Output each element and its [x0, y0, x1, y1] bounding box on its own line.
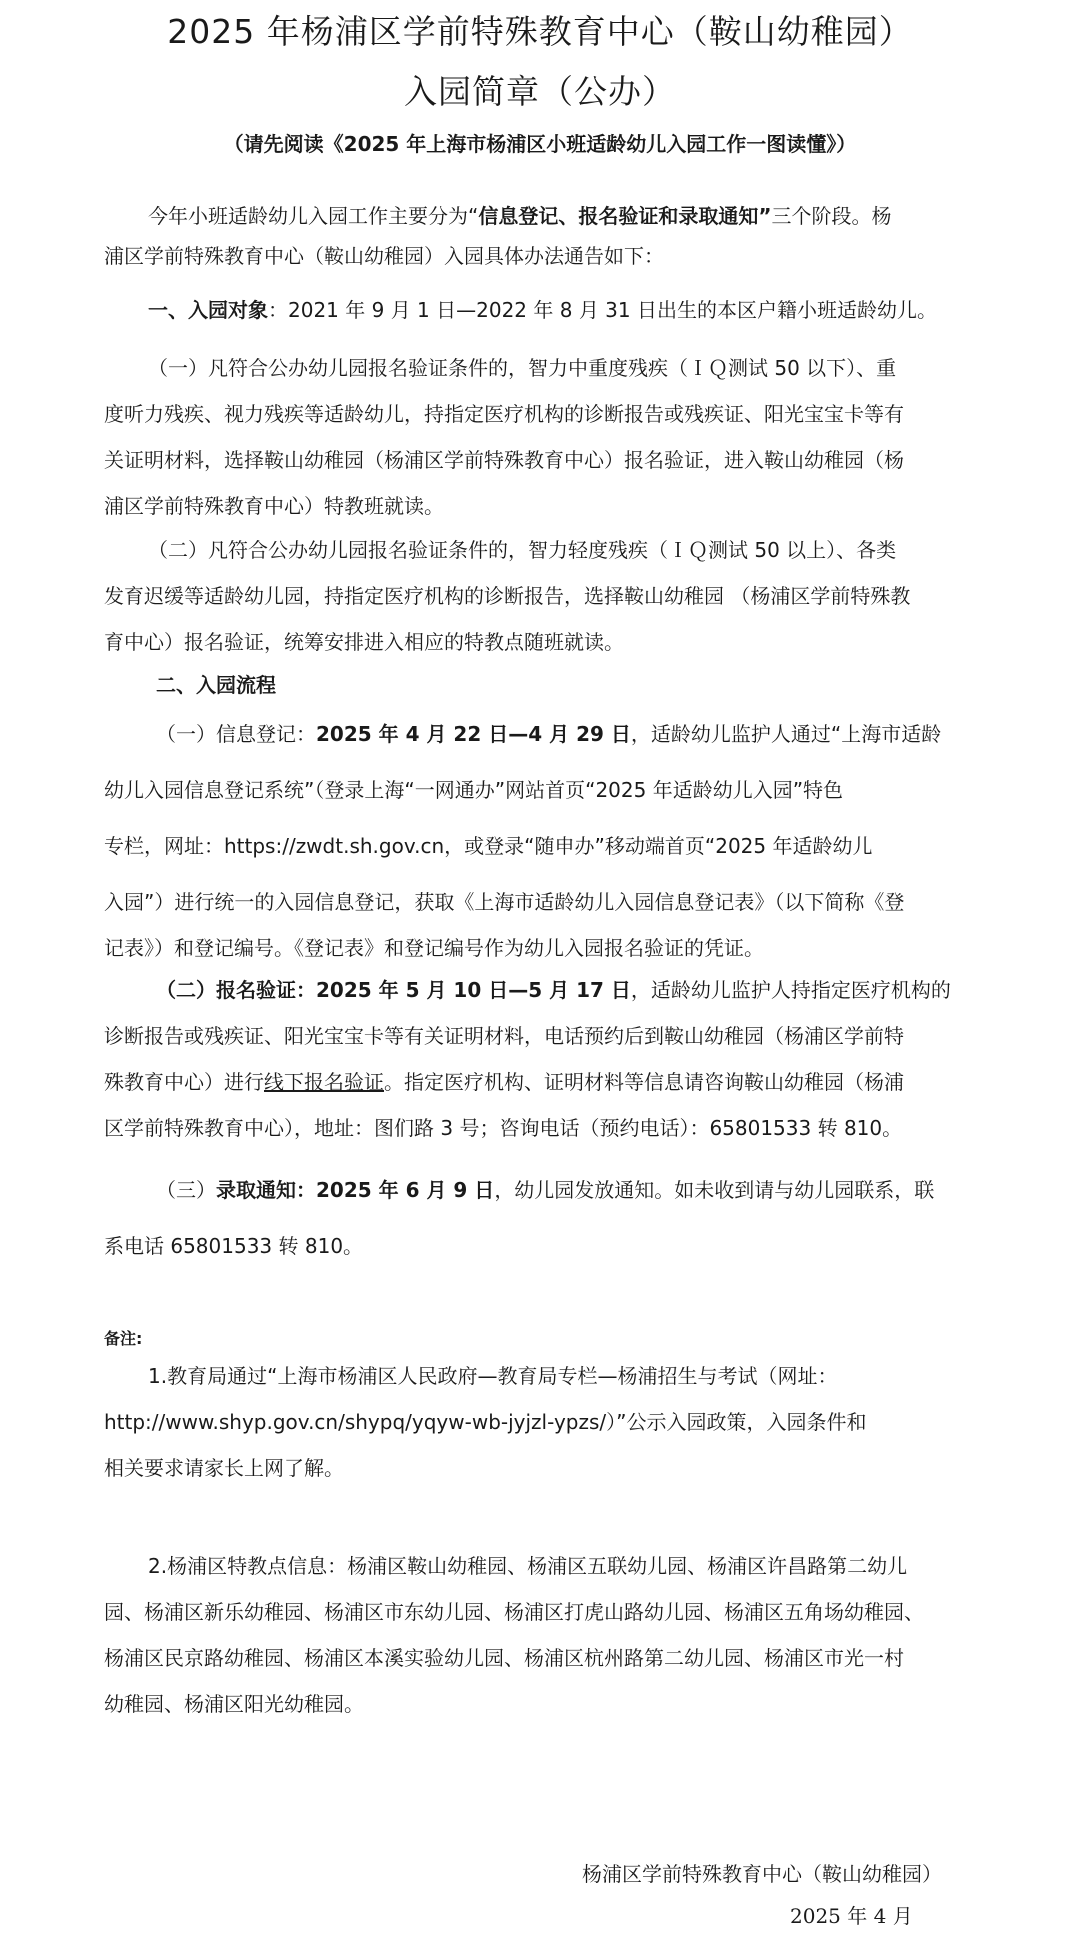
section-1a-paragraph: （一）凡符合公办幼儿园报名验证条件的，智力中重度残疾（ＩＱ测试 50 以下）、重 度听力残疾、视力残疾等适龄幼儿，持指定医疗机构的诊断报告或残疾证、阳光宝宝卡等有 关证明材料，选择鞍山幼稚园（杨浦区学前特殊教育中心）报名验证，进入鞍山幼稚园（杨 浦区学前特殊教育中心）特教班就读。 — [104, 356, 904, 518]
section-2a-paragraph: （一）信息登记：2025 年 4 月 22 日—4 月 29 日，适龄幼儿监护人通过“上海市适龄 幼儿入园信息登记系统”（登录上海“一网通办”网站首页“2025 年适龄幼儿入园”特色 专栏，网址：https://zwdt.sh.gov.cn，或登录“随申办”移动端首页“2025 年适龄幼儿 入园”）进行统一的入园信息登记，获取《上海市适龄幼儿入园信息登记表》（以下简称《登 记表》）和登记编号。《登记表》和登记编号作为幼儿入园报名验证的凭证。 — [104, 722, 942, 960]
subtitle: （请先阅读《2025 年上海市杨浦区小班适龄幼儿入园工作一图读懂》） — [223, 132, 857, 156]
section-1-label: 一、入园对象 — [148, 298, 268, 322]
section-1-heading — [104, 300, 982, 320]
notes-label: 备注: — [104, 1329, 143, 1348]
section-2c-paragraph: （三）录取通知：2025 年 6 月 9 日，幼儿园发放通知。如未收到请与幼儿园联系，联 系电话 65801533 转 810。 — [104, 1178, 935, 1258]
note-2-paragraph: 2.杨浦区特教点信息：杨浦区鞍山幼稚园、杨浦区五联幼儿园、杨浦区许昌路第二幼儿 园、杨浦区新乐幼稚园、杨浦区市东幼儿园、杨浦区打虎山路幼儿园、杨浦区五角场幼稚园、 杨浦区民京路幼稚园、杨浦区本溪实验幼儿园、杨浦区杭州路第二幼儿园、杨浦区市光一村 幼稚园、杨浦区阳光幼稚园。 — [104, 1554, 924, 1716]
intro-paragraph — [104, 206, 982, 266]
section-2-heading: 二、入园流程 — [156, 673, 276, 697]
title-line-2: 入园简章（公办） — [404, 72, 676, 111]
section-2b-paragraph: （二）报名验证：2025 年 5 月 10 日—5 月 17 日，适龄幼儿监护人持指定医疗机构的 诊断报告或残疾证、阳光宝宝卡等有关证明材料，电话预约后到鞍山幼稚园（杨浦区学前特 殊教育中心）进行线下报名验证。指定医疗机构、证明材料等信息请咨询鞍山幼稚园（杨浦 区学前特殊教育中心），地址：图们路 3 号；咨询电话（预约电话）：65801533 转 810。 — [104, 978, 951, 1140]
intro-line-1: 今年小班适龄幼儿入园工作主要分为“信息登记、报名验证和录取通知”三个阶段。杨 — [148, 204, 892, 228]
note-1-paragraph: 1.教育局通过“上海市杨浦区人民政府—教育局专栏—杨浦招生与考试（网址： http://www.shyp.gov.cn/shypq/yqyw-wb-jyjzl-ypzs/）”公示入园政策，入园条件和 相关要求请家长上网了解。 — [104, 1364, 867, 1480]
intro-line-2: 浦区学前特殊教育中心（鞍山幼稚园）入园具体办法通告如下： — [104, 244, 664, 268]
title-line-1: 2025 年杨浦区学前特殊教育中心（鞍山幼稚园） — [167, 12, 913, 51]
section-1b-paragraph: （二）凡符合公办幼儿园报名验证条件的，智力轻度残疾（ＩＱ测试 50 以上）、各类 发育迟缓等适龄幼儿园，持指定医疗机构的诊断报告，选择鞍山幼稚园 （杨浦区学前特殊教 育中心）报名验证，统筹安排进入相应的特教点随班就读。 — [104, 538, 911, 654]
signature-organization: 杨浦区学前特殊教育中心（鞍山幼稚园） — [582, 1862, 942, 1886]
section-1-text: ：2021 年 9 月 1 日—2022 年 8 月 31 日出生的本区户籍小班适龄幼儿。 — [268, 298, 937, 322]
signature-date: 2025 年 4 月 — [790, 1904, 913, 1928]
